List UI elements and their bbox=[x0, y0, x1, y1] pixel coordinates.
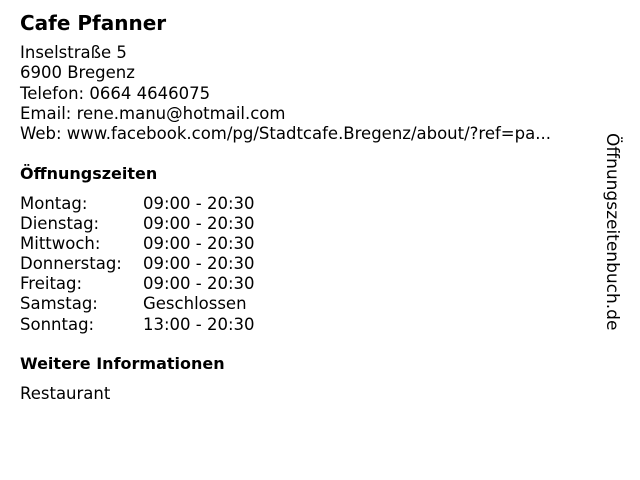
day-label: Freitag: bbox=[20, 274, 83, 294]
time-value: 09:00 - 20:30 bbox=[143, 234, 255, 254]
hours-heading: Öffnungszeiten bbox=[20, 164, 158, 183]
site-watermark: Öffnungszeitenbuch.de bbox=[602, 133, 622, 331]
hours-row-sunday bbox=[20, 315, 255, 335]
street-address: Inselstraße 5 bbox=[20, 43, 127, 62]
web-link[interactable]: www.facebook.com/pg/Stadtcafe.Bregenz/about/?ref=pa... bbox=[66, 124, 551, 144]
hours-row-wednesday bbox=[20, 234, 255, 254]
contact-block bbox=[20, 43, 551, 144]
hours-row-tuesday bbox=[20, 214, 255, 234]
time-value: 09:00 - 20:30 bbox=[143, 274, 255, 294]
time-value: 13:00 - 20:30 bbox=[143, 314, 255, 334]
time-value: Geschlossen bbox=[143, 294, 247, 314]
more-info-heading: Weitere Informationen bbox=[20, 354, 225, 373]
day-label: Montag: bbox=[20, 194, 88, 213]
business-name: Cafe Pfanner bbox=[20, 11, 167, 35]
time-value: 09:00 - 20:30 bbox=[143, 254, 255, 274]
phone-label: Telefon: bbox=[20, 83, 85, 103]
time-value: 09:00 - 20:30 bbox=[143, 214, 255, 234]
phone-line bbox=[20, 84, 551, 104]
email-label: Email: bbox=[20, 103, 72, 123]
time-value: 09:00 - 20:30 bbox=[143, 194, 255, 213]
day-label: Donnerstag: bbox=[20, 254, 122, 274]
opening-hours-table bbox=[20, 194, 255, 335]
hours-row-friday bbox=[20, 274, 255, 294]
web-line bbox=[20, 124, 551, 144]
day-label: Dienstag: bbox=[20, 214, 100, 234]
hours-row-monday bbox=[20, 194, 255, 214]
email-link[interactable]: rene.manu@hotmail.com bbox=[76, 103, 286, 123]
day-label: Samstag: bbox=[20, 294, 98, 314]
hours-row-thursday bbox=[20, 254, 255, 274]
hours-row-saturday bbox=[20, 294, 255, 314]
phone-number[interactable]: 0664 4646075 bbox=[89, 83, 211, 103]
email-line bbox=[20, 104, 551, 124]
business-category: Restaurant bbox=[20, 384, 111, 403]
web-label: Web: bbox=[20, 124, 62, 144]
city-address: 6900 Bregenz bbox=[20, 63, 135, 83]
day-label: Mittwoch: bbox=[20, 234, 101, 254]
day-label: Sonntag: bbox=[20, 314, 95, 334]
